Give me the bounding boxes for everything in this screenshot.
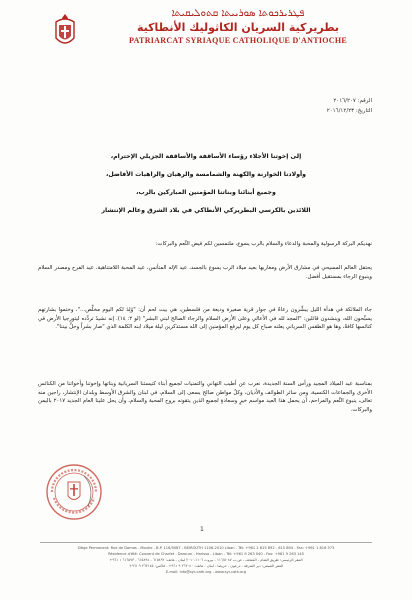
letter-date: التاريخ: ٢٠١٦/١٢/٢٣ [326, 108, 372, 114]
paragraph: بمناسبة عيد الميلاد المجيد ورأس السنة الجديدة، نعرب عن أطيب التهاني والتمنيات لجميع أبناء كنيستنا السريانية وبناتها وإخوتنا وأخواتنا من الكنائس الأخرى والجماعات الكنسية، ومن سائر الطوائف والأديان، وكلّ مواطن صالح يسعى إلى السلام، في لبنان والشرق الأوسط وبلدان الإنتشار، راجين منه تعالى، ينبوع النِّعم والمراحم، أن يحمل هذا العيد مواسم خيرٍ وسعادةٍ لجميع الذين يتقونه بروح المحبة والسلام، وأن يحل علينا العام الجديد ٢٠١٧ باليمن والبركات. [38, 381, 372, 413]
reference-block [192, 96, 372, 116]
paragraph: نهديكم البركة الرسولية والمحبة والدعاء والسلام بالرب يسوع، ملتمسين لكم فيض النِّعم والبركات: [155, 241, 372, 247]
salutation-line: وأولادنا الخوارنة والكهنة والشمامسة والرهبان والراهبات الأفاضل، [105, 171, 307, 178]
footer-line: المقر الرئيسي: طريق الشام - المتحف - ص.ب ١١٦/٥٠٨٧ - بيروت ١١٠٦-٢٠١٠ لبنان - هاتف: ٦١٥٨٩٢ - ٦١٥٨٩٤ - ٦١٦٥٧٣ ١ ٩٦١+ [109, 558, 303, 562]
footer-line: Résidence d'été: Couvent de Charfet - Darourn - Harissa - Liban - Tél: +961 9 263 040 - Fax: +961 9 263 145 [108, 552, 304, 556]
footer-line: E-mail: info@syr-cath.org - www.syr-cath.org [165, 570, 247, 574]
french-header: PATRIARCAT SYRIAQUE CATHOLIQUE D'ANTIOCHE [128, 36, 348, 45]
paragraph: جاء الملائكة في هدأة الليل يبشِّرون رعاةً في جوار قرية صغيرة وديعة من فلسطين، هي بيت لحم أن: "وُلِدَ لكم اليوم مخلِّص..."، وختموا بشارتهم يسبِّحون الله، وينشدون قائلين: "المجد لله في الأعالي وعلى الأرض السلام والرجاء الصالح لبني البشر" (لو ٢: ١٤). إنه نشيدٌ تردِّده ليتورجيا الأرض في كنائسها كافةً، وها هو الطقس السرياني يعلنه صباح كل يوم ليرفع المؤمنين إلى الله مستذكرين ليلة ميلاد ابنه الكلمة الذي "صار بشراً وحلَّ بيننا". [38, 307, 372, 331]
reference-number: الرقم: ٢٠١٦/٢٠٧ [333, 98, 372, 104]
patriarchal-crest-icon [50, 12, 80, 50]
letterhead [88, 8, 388, 46]
patriarchate-seal-stamp [44, 462, 104, 522]
syriac-header: ܦܛܪܝܪܟܘܬܐ ܣܘܪܝܝܬܐ ܩܬܘܠܝܩܝܬܐ [171, 8, 305, 19]
footer-divider [40, 542, 372, 543]
footer [0, 545, 412, 575]
salutation-line: إلى إخوتنا الأجلاء رؤساء الأساقفة والأساقفة الجزيلي الإحترام، [110, 153, 302, 160]
salutation-line: اللائذين بالكرسي البطريركي الأنطاكي في بلاد الشرق وعالم الإنتشار [101, 207, 311, 214]
footer-line: المقر الصيفي: دير الشرفة - درعون - حريصا - لبنان - هاتف: ٢٦٣٠٤٠ ٩ ٩٦١+ - فاكس: ٢٦٣١٤٥ ٩ ٩٦١+ [128, 564, 284, 568]
salutation-line: وجميع أبنائنا وبناتنا المؤمنين المباركين بالرب، [136, 189, 276, 196]
arabic-header: بطريركية السريان الكاثوليك الأنطاكية [136, 21, 340, 34]
page-number: 1 [200, 526, 204, 533]
footer-line: Siège Permanent: Rue de Damas - Mouhe - B.P. 116/5087 - BEIROUTH 1106-2010 Liban - Tél: +961 1 615 892 - 615 894 - Fax: +961 1 616 573 [77, 546, 335, 550]
paragraph: يحتفل العالم المسيحي في مشارق الأرض ومغاربها بعيد ميلاد الرب يسوع بالجسد، عيد الإله المتأنس، عيد المحبة اللامتناهية، عيد الفرح ومصدر السلام وينبوع الرجاء بمستقبل أفضل. [38, 265, 372, 280]
